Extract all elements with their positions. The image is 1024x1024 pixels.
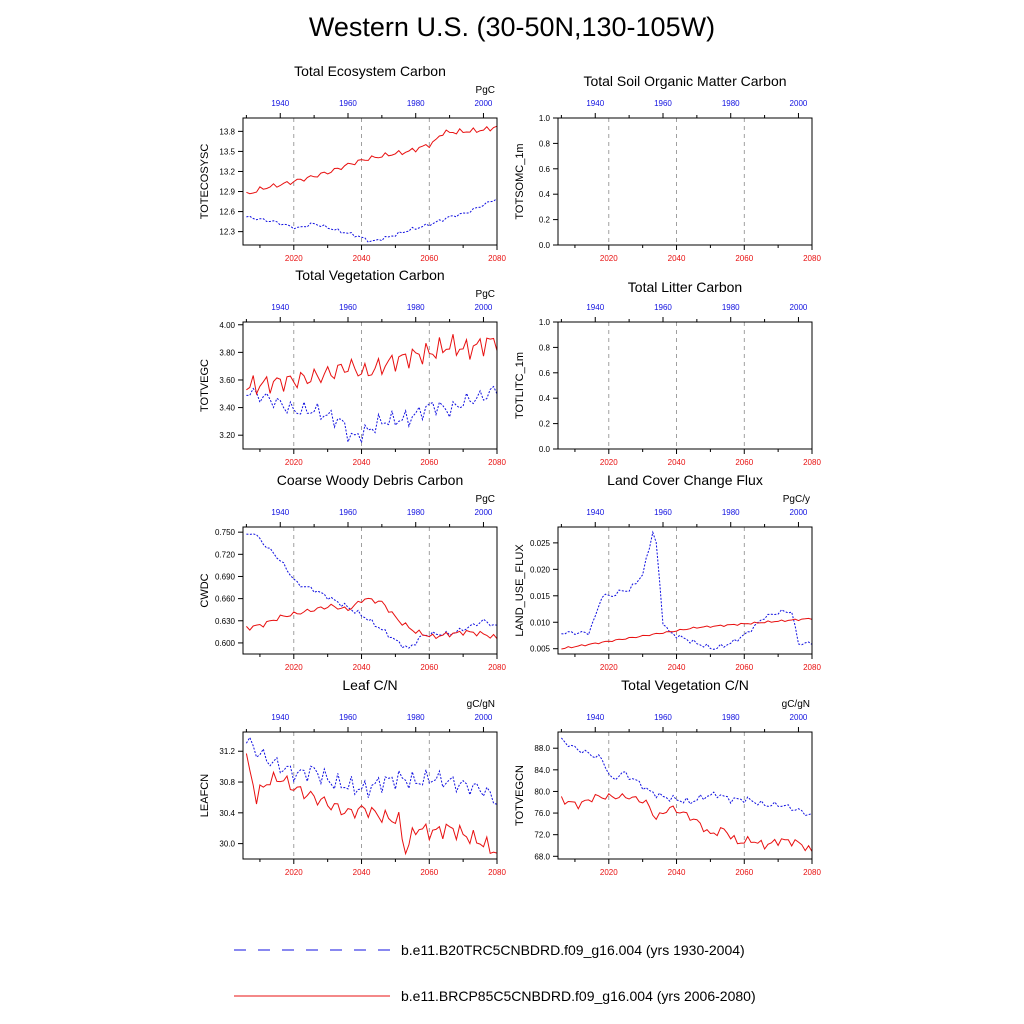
x-tick-label-bottom: 2020 bbox=[284, 868, 303, 877]
y-tick-label: 0.660 bbox=[214, 594, 235, 604]
y-axis-label: LEAFCN bbox=[199, 773, 211, 818]
panel-cwdc bbox=[199, 472, 506, 672]
plot-frame bbox=[558, 527, 812, 654]
x-tick-label-bottom: 2040 bbox=[352, 458, 371, 467]
y-tick-label: 76.0 bbox=[534, 809, 550, 819]
y-tick-label: 0.2 bbox=[538, 215, 550, 225]
x-tick-label-bottom: 2040 bbox=[352, 663, 371, 672]
x-tick-label-bottom: 2060 bbox=[735, 458, 754, 467]
y-tick-label: 3.80 bbox=[219, 348, 235, 358]
y-tick-label: 84.0 bbox=[534, 765, 550, 775]
x-tick-label-bottom: 2040 bbox=[667, 663, 686, 672]
legend-label-hist: b.e11.B20TRC5CNBDRD.f09_g16.004 (yrs 1930-2004) bbox=[401, 942, 745, 958]
panel-land-use-flux bbox=[514, 472, 821, 672]
x-tick-label-top: 1980 bbox=[721, 508, 740, 517]
legend-label-rcp: b.e11.BRCP85C5CNBDRD.f09_g16.004 (yrs 2006-2080) bbox=[401, 988, 756, 1004]
y-tick-label: 1.0 bbox=[538, 114, 550, 123]
x-tick-label-bottom: 2060 bbox=[420, 663, 439, 672]
y-tick-label: 12.6 bbox=[219, 207, 235, 217]
y-tick-label: 80.0 bbox=[534, 787, 550, 797]
x-tick-label-top: 1960 bbox=[339, 99, 357, 108]
x-tick-label-bottom: 2060 bbox=[735, 663, 754, 672]
x-tick-label-top: 2000 bbox=[474, 713, 493, 722]
y-axis-label: TOTLITC_1m bbox=[514, 351, 526, 420]
y-tick-label: 0.8 bbox=[538, 139, 550, 149]
x-tick-label-bottom: 2020 bbox=[599, 254, 618, 263]
y-tick-label: 0.010 bbox=[529, 618, 550, 628]
x-tick-label-bottom: 2040 bbox=[352, 254, 371, 263]
x-tick-label-top: 1940 bbox=[271, 508, 290, 517]
y-tick-label: 0.690 bbox=[214, 572, 235, 582]
y-axis-label: TOTSOMC_1m bbox=[514, 143, 526, 220]
units-label: gC/gN bbox=[466, 699, 495, 710]
y-tick-label: 4.00 bbox=[219, 320, 235, 330]
x-tick-label-top: 1960 bbox=[654, 713, 672, 722]
panel-title: Leaf C/N bbox=[342, 677, 398, 693]
x-tick-label-top: 2000 bbox=[789, 713, 808, 722]
x-tick-label-top: 1960 bbox=[654, 99, 672, 108]
x-tick-label-top: 1960 bbox=[339, 713, 357, 722]
y-tick-label: 0.015 bbox=[529, 591, 550, 601]
y-tick-label: 30.8 bbox=[219, 778, 235, 788]
y-tick-label: 12.3 bbox=[219, 227, 235, 237]
x-tick-label-bottom: 2020 bbox=[599, 663, 618, 672]
x-tick-label-top: 2000 bbox=[474, 99, 493, 108]
y-tick-label: 0.630 bbox=[214, 616, 235, 626]
y-tick-label: 0.6 bbox=[538, 164, 550, 174]
panel-totecosysc bbox=[199, 63, 506, 263]
series-line-hist bbox=[246, 387, 497, 443]
x-tick-label-top: 1940 bbox=[586, 99, 605, 108]
y-tick-label: 68.0 bbox=[534, 852, 550, 862]
x-tick-label-bottom: 2060 bbox=[420, 254, 439, 263]
x-tick-label-bottom: 2040 bbox=[667, 458, 686, 467]
y-tick-label: 13.5 bbox=[219, 147, 235, 157]
x-tick-label-top: 1980 bbox=[721, 713, 740, 722]
y-axis-label: TOTECOSYSC bbox=[199, 143, 211, 220]
x-tick-label-bottom: 2020 bbox=[599, 868, 618, 877]
y-tick-label: 3.40 bbox=[219, 403, 235, 413]
y-tick-label: 13.2 bbox=[219, 167, 235, 177]
x-tick-label-top: 2000 bbox=[789, 303, 808, 312]
x-tick-label-top: 1980 bbox=[721, 303, 740, 312]
x-tick-label-top: 1940 bbox=[586, 303, 605, 312]
panel-totlitc-1m bbox=[514, 279, 821, 467]
y-tick-label: 0.0 bbox=[538, 445, 550, 454]
x-tick-label-bottom: 2080 bbox=[488, 254, 506, 263]
plot-frame bbox=[243, 322, 497, 449]
x-tick-label-bottom: 2080 bbox=[488, 663, 506, 672]
y-axis-label: CWDC bbox=[199, 573, 211, 608]
y-tick-label: 0.750 bbox=[214, 528, 235, 538]
y-tick-label: 0.6 bbox=[538, 368, 550, 378]
units-label: PgC bbox=[475, 85, 495, 96]
panel-title: Land Cover Change Flux bbox=[607, 472, 763, 488]
series-line-rcp bbox=[246, 754, 497, 854]
y-tick-label: 3.20 bbox=[219, 431, 235, 441]
x-tick-label-top: 1960 bbox=[654, 303, 672, 312]
x-tick-label-top: 1960 bbox=[654, 508, 672, 517]
series-line-rcp bbox=[246, 126, 497, 194]
y-axis-label: TOTVEGCN bbox=[514, 765, 526, 826]
panel-totsomc-1m bbox=[514, 73, 821, 263]
x-tick-label-top: 2000 bbox=[789, 508, 808, 517]
units-label: gC/gN bbox=[781, 699, 810, 710]
panel-title: Coarse Woody Debris Carbon bbox=[276, 472, 464, 488]
x-tick-label-top: 1980 bbox=[406, 99, 425, 108]
x-tick-label-bottom: 2040 bbox=[352, 868, 371, 877]
y-tick-label: 0.600 bbox=[214, 638, 235, 648]
x-tick-label-bottom: 2020 bbox=[599, 458, 618, 467]
x-tick-label-top: 1940 bbox=[586, 508, 605, 517]
y-tick-label: 30.0 bbox=[219, 839, 235, 849]
y-tick-label: 0.025 bbox=[529, 538, 550, 548]
y-tick-label: 0.4 bbox=[538, 190, 550, 200]
y-tick-label: 0.720 bbox=[214, 550, 235, 560]
x-tick-label-bottom: 2080 bbox=[803, 868, 821, 877]
series-line-hist bbox=[246, 738, 497, 805]
x-tick-label-top: 1940 bbox=[271, 713, 290, 722]
y-tick-label: 0.2 bbox=[538, 419, 550, 429]
series-line-hist bbox=[561, 532, 812, 649]
x-tick-label-top: 2000 bbox=[474, 508, 493, 517]
y-tick-label: 88.0 bbox=[534, 744, 550, 754]
panel-title: Total Vegetation Carbon bbox=[295, 267, 445, 283]
panel-totvegc bbox=[199, 267, 506, 467]
x-tick-label-bottom: 2020 bbox=[284, 458, 303, 467]
y-tick-label: 1.0 bbox=[538, 318, 550, 327]
x-tick-label-top: 2000 bbox=[789, 99, 808, 108]
x-tick-label-top: 1980 bbox=[406, 303, 425, 312]
panel-title: Total Vegetation C/N bbox=[621, 677, 749, 693]
x-tick-label-top: 1940 bbox=[586, 713, 605, 722]
y-tick-label: 0.005 bbox=[529, 644, 550, 654]
x-tick-label-bottom: 2080 bbox=[803, 458, 821, 467]
series-line-rcp bbox=[561, 618, 812, 649]
series-line-rcp bbox=[246, 334, 497, 394]
x-tick-label-bottom: 2020 bbox=[284, 254, 303, 263]
panel-leafcn bbox=[199, 677, 506, 877]
y-tick-label: 0.8 bbox=[538, 343, 550, 353]
main-title: Western U.S. (30-50N,130-105W) bbox=[308, 12, 716, 42]
y-tick-label: 0.4 bbox=[538, 394, 550, 404]
plot-frame bbox=[243, 527, 497, 654]
y-axis-label: TOTVEGC bbox=[199, 359, 211, 412]
y-tick-label: 0.0 bbox=[538, 241, 550, 250]
y-tick-label: 30.4 bbox=[219, 808, 235, 818]
x-tick-label-bottom: 2060 bbox=[420, 868, 439, 877]
x-tick-label-bottom: 2060 bbox=[735, 254, 754, 263]
series-line-rcp bbox=[246, 598, 497, 638]
plot-frame bbox=[243, 732, 497, 859]
y-tick-label: 72.0 bbox=[534, 830, 550, 840]
x-tick-label-top: 1980 bbox=[406, 508, 425, 517]
x-tick-label-bottom: 2080 bbox=[488, 458, 506, 467]
plot-frame bbox=[558, 322, 812, 449]
panel-title: Total Litter Carbon bbox=[627, 279, 743, 295]
y-tick-label: 3.60 bbox=[219, 375, 235, 385]
x-tick-label-top: 1980 bbox=[721, 99, 740, 108]
y-tick-label: 0.020 bbox=[529, 565, 550, 575]
units-label: PgC bbox=[475, 289, 495, 300]
y-axis-label: LAND_USE_FLUX bbox=[514, 544, 526, 637]
panel-totvegcn bbox=[514, 677, 821, 877]
series-line-hist bbox=[246, 198, 497, 242]
x-tick-label-bottom: 2020 bbox=[284, 663, 303, 672]
plot-frame bbox=[243, 118, 497, 245]
x-tick-label-bottom: 2060 bbox=[420, 458, 439, 467]
y-tick-label: 12.9 bbox=[219, 187, 235, 197]
x-tick-label-top: 1940 bbox=[271, 99, 290, 108]
x-tick-label-top: 1940 bbox=[271, 303, 290, 312]
units-label: PgC bbox=[475, 494, 495, 505]
x-tick-label-bottom: 2080 bbox=[803, 663, 821, 672]
x-tick-label-bottom: 2080 bbox=[803, 254, 821, 263]
x-tick-label-top: 1960 bbox=[339, 508, 357, 517]
units-label: PgC/y bbox=[782, 494, 810, 505]
series-line-hist bbox=[561, 738, 812, 816]
x-tick-label-top: 1980 bbox=[406, 713, 425, 722]
series-line-rcp bbox=[561, 794, 812, 852]
x-tick-label-bottom: 2040 bbox=[667, 254, 686, 263]
x-tick-label-bottom: 2040 bbox=[667, 868, 686, 877]
x-tick-label-top: 2000 bbox=[474, 303, 493, 312]
x-tick-label-bottom: 2080 bbox=[488, 868, 506, 877]
panel-title: Total Ecosystem Carbon bbox=[294, 63, 446, 79]
x-tick-label-bottom: 2060 bbox=[735, 868, 754, 877]
x-tick-label-top: 1960 bbox=[339, 303, 357, 312]
plot-frame bbox=[558, 118, 812, 245]
y-tick-label: 13.8 bbox=[219, 127, 235, 137]
y-tick-label: 31.2 bbox=[219, 747, 235, 757]
legend bbox=[234, 942, 756, 1004]
panel-title: Total Soil Organic Matter Carbon bbox=[583, 73, 787, 89]
